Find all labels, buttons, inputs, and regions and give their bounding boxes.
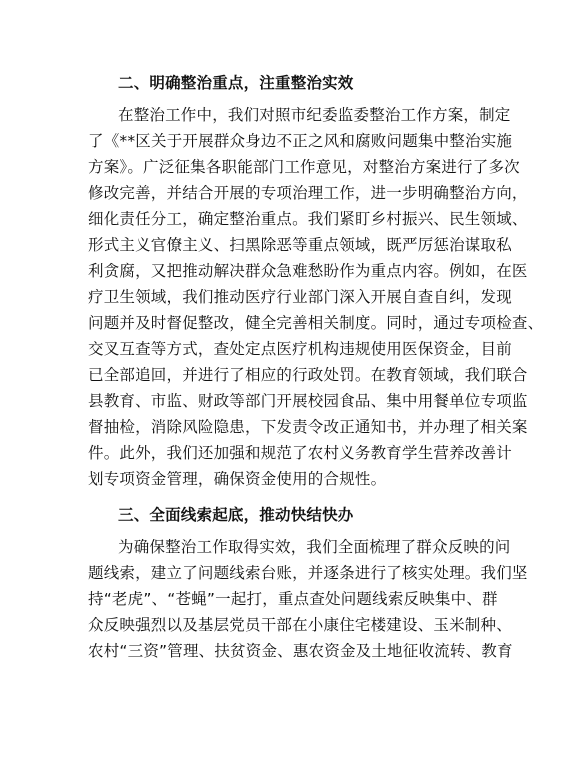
paragraph-line: 农村“三资”管理、扶贫资金、惠农资金及土地征收流转、教育 bbox=[88, 642, 513, 660]
paragraph-line: 众反映强烈以及基层党员干部在小康住宅楼建设、玉米制种、 bbox=[88, 616, 512, 634]
document-body bbox=[88, 70, 544, 664]
paragraph-line: 督抽检，消除风险隐患，下发责令改正通知书，并办理了相关案 bbox=[88, 418, 528, 436]
paragraph-line: 疗卫生领域，我们推动医疗行业部门深入开展自查自纠，发现 bbox=[88, 288, 512, 306]
paragraph-line: 已全部追回，并进行了相应的行政处罚。在教育领域，我们联合 bbox=[88, 366, 528, 384]
paragraph-line: 形式主义官僚主义、扫黑除恶等重点领域，既严厉惩治谋取私 bbox=[88, 236, 512, 254]
paragraph-line: 修改完善，并结合开展的专项治理工作，进一步明确整治方向， bbox=[88, 184, 528, 202]
paragraph-line: 划专项资金管理，确保资金使用的合规性。 bbox=[88, 470, 387, 488]
paragraph-line: 方案》。广泛征集各职能部门工作意见，对整治方案进行了多次 bbox=[88, 158, 520, 176]
spacer bbox=[88, 492, 508, 502]
section-paragraph bbox=[88, 534, 528, 664]
paragraph-line: 在整治工作中，我们对照市纪委监委整治工作方案，制定 bbox=[118, 106, 511, 124]
paragraph-line: 了《**区关于开展群众身边不正之风和腐败问题集中整治实施 bbox=[88, 132, 513, 150]
paragraph-line: 交叉互查等方式，查处定点医疗机构违规使用医保资金，目前 bbox=[88, 340, 512, 358]
paragraph-line: 问题并及时督促整改，健全完善相关制度。同时，通过专项检查、 bbox=[88, 314, 544, 332]
section-paragraph bbox=[88, 102, 544, 492]
paragraph-line: 利贪腐，又把推动解决群众急难愁盼作为重点内容。例如，在医 bbox=[88, 262, 528, 280]
paragraph-line: 件。此外，我们还加强和规范了农村义务教育学生营养改善计 bbox=[88, 444, 512, 462]
paragraph-line: 持“老虎”、“苍蝇”一起打，重点查处问题线索反映集中、群 bbox=[88, 590, 498, 608]
section-heading: 二、明确整治重点，注重整治实效 bbox=[118, 74, 354, 92]
section-heading: 三、全面线索起底，推动快结快办 bbox=[118, 506, 354, 524]
paragraph-line: 题线索，建立了问题线索台账，并逐条进行了核实处理。我们坚 bbox=[88, 564, 528, 582]
paragraph-line: 县教育、市监、财政等部门开展校园食品、集中用餐单位专项监 bbox=[88, 392, 528, 410]
paragraph-line: 细化责任分工，确定整治重点。我们紧盯乡村振兴、民生领域、 bbox=[88, 210, 528, 228]
paragraph-line: 为确保整治工作取得实效，我们全面梳理了群众反映的问 bbox=[118, 538, 511, 556]
